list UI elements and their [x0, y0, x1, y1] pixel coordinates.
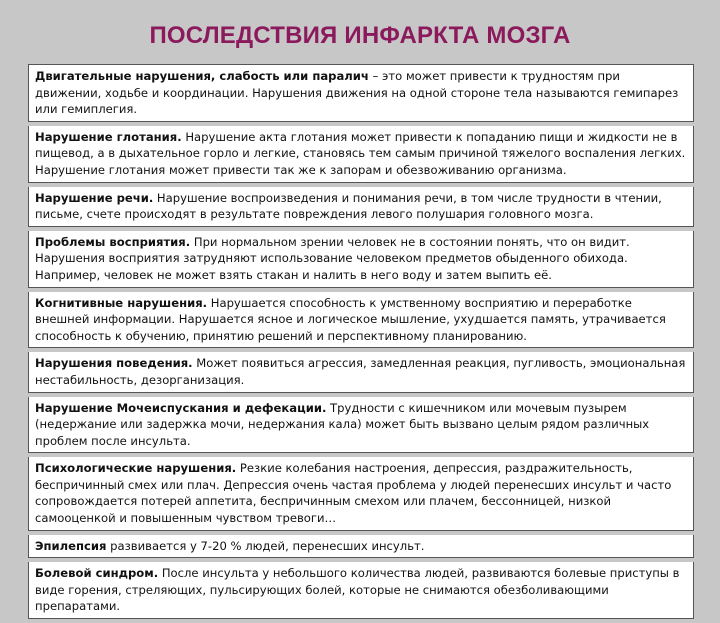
item-text: Резкие колебания настроения, депрессия, раздражительность, беспричинный смех или плач. Депрессия очень частая проблема у людей перенесших инсульт и часто сопровождается потерей аппетита, беспричинным смехом или плачем, бессонницей, низкой самооценкой и повышенным чувством тревоги… — [35, 461, 672, 526]
item-text: – это может привести к трудностям при движении, ходьбе и координации. Нарушения движения на одной стороне тела называются гемипарез или гемиплегия. — [35, 69, 679, 117]
list-item — [28, 397, 694, 454]
item-heading: Болевой синдром. — [35, 566, 159, 581]
list-item — [28, 126, 694, 183]
list-item — [28, 562, 694, 619]
list-item — [28, 535, 694, 559]
item-text: При нормальном зрении человек не в состоянии понять, что он видит. Нарушения восприятия затрудняют использование человеком предметов обыденного обихода. Например, человек не может взять стакан и налить в него воду и затем выпить её. — [35, 234, 630, 282]
item-heading: Двигательные нарушения, слабость или паралич — [35, 69, 369, 83]
item-heading: Проблемы восприятия. — [35, 234, 191, 249]
list-item — [28, 292, 694, 349]
item-text: Нарушается способность к умственному восприятию и переработке внешней информации. Нарушается ясное и логическое мышление, ухудшается память, утрачивается способность к обучению, принятию решений и перспективному планированию. — [35, 295, 666, 343]
item-heading: Нарушение глотания. — [35, 129, 182, 144]
page-title: ПОСЛЕДСТВИЯ ИНФАРКТА МОЗГА — [149, 22, 571, 49]
list-item — [28, 187, 694, 227]
list-item — [28, 352, 694, 392]
consequences-table — [28, 64, 694, 623]
item-text: Нарушение акта глотания может привести к попаданию пищи и жидкости не в пищевод, а в дыхательное горло и легкие, становясь тем самым причиной тяжелого воспаления легких. Нарушение глотания может привести так же к запорам и обезвоживанию организма. — [35, 129, 686, 177]
item-text: Трудности с кишечником или мочевым пузырем (недержание или задержка мочи, недержания кала) может быть вызвано целым рядом различных проблем после инсульта. — [35, 400, 650, 448]
item-heading: Нарушение Мочеиспускания и дефекации. — [35, 400, 327, 415]
item-text: развивается у 7-20 % людей, перенесших инсульт. — [106, 538, 425, 553]
item-heading: Нарушение речи. — [35, 190, 154, 205]
item-heading: Эпилепсия — [35, 538, 107, 553]
item-text: Может появиться агрессия, замедленная реакция, пугливость, эмоциональная нестабильность, дезорганизация. — [35, 356, 686, 387]
list-item — [28, 65, 694, 122]
list-item — [28, 457, 694, 530]
item-text: После инсульта у небольшого количества людей, развиваются болевые приступы в виде горения, стреляющих, пульсирующих болей, которые не снимаются обезболивающими препаратами. — [35, 566, 680, 614]
item-heading: Психологические нарушения. — [35, 461, 237, 476]
list-item — [28, 231, 694, 288]
item-heading: Когнитивные нарушения. — [35, 295, 208, 310]
item-heading: Нарушения поведения. — [35, 356, 193, 371]
item-text: Нарушение воспроизведения и понимания речи, в том числе трудности в чтении, письме, счете происходят в результате повреждения левого полушария головного мозга. — [35, 190, 662, 222]
